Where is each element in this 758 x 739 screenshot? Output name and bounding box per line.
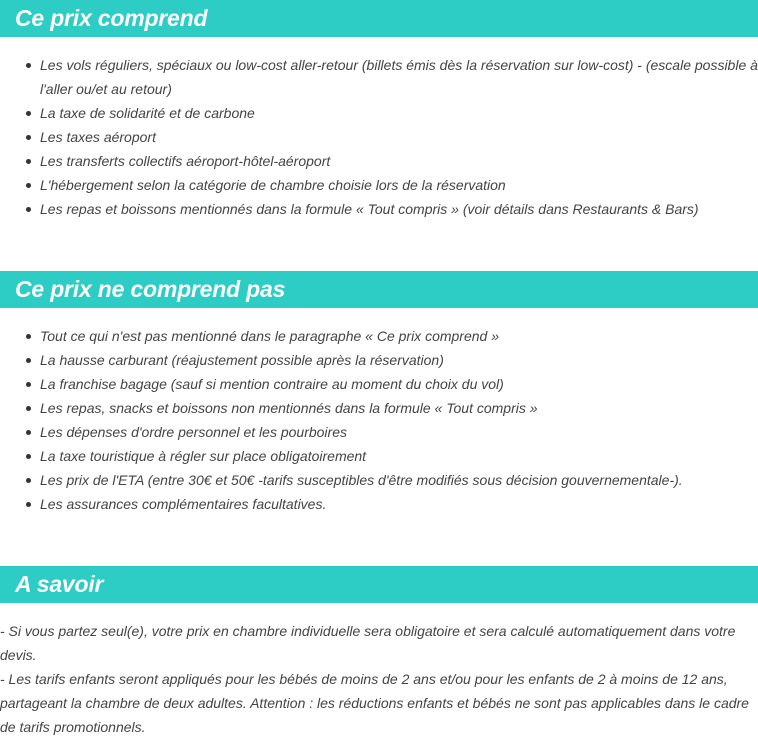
- list-item: Les taxes aéroport: [40, 125, 758, 149]
- list-item: Les dépenses d'ordre personnel et les pourboires: [40, 420, 758, 444]
- section-title-included: Ce prix comprend: [15, 5, 208, 31]
- list-item: Les transferts collectifs aéroport-hôtel-aéroport: [40, 149, 758, 173]
- list-item: L'hébergement selon la catégorie de chambre choisie lors de la réservation: [40, 173, 758, 197]
- list-item: La taxe touristique à régler sur place obligatoirement: [40, 444, 758, 468]
- list-item: Tout ce qui n'est pas mentionné dans le paragraphe « Ce prix comprend »: [40, 324, 758, 348]
- list-item: Les assurances complémentaires facultatives.: [40, 492, 758, 516]
- list-item: Les repas et boissons mentionnés dans la formule « Tout compris » (voir détails dans Restaurants & Bars): [40, 197, 758, 221]
- good-to-know-paragraph: - Si vous partez seul(e), votre prix en chambre individuelle sera obligatoire et sera calculé automatiquement dans votre devis.: [0, 623, 736, 663]
- good-to-know-paragraph: - Les tarifs enfants seront appliqués pour les bébés de moins de 2 ans et/ou pour les enfants de 2 à moins de 12 ans, partageant la chambre de deux adultes. Attention : les réductions enfants et bébés ne sont pas applicables dans le cadre de tarifs promotionnels.: [0, 671, 749, 735]
- section-header-good-to-know: [0, 566, 758, 603]
- included-list: [0, 53, 758, 221]
- list-item: La taxe de solidarité et de carbone: [40, 101, 758, 125]
- list-item: La hausse carburant (réajustement possible après la réservation): [40, 348, 758, 372]
- not-included-list: [0, 324, 758, 516]
- list-item: Les vols réguliers, spéciaux ou low-cost aller-retour (billets émis dès la réservation sur low-cost) - (escale possible à l'aller ou/et au retour): [40, 53, 758, 101]
- list-item: Les prix de l'ETA (entre 30€ et 50€ -tarifs susceptibles d'être modifiés sous décision gouvernementale-).: [40, 468, 758, 492]
- good-to-know-content: [0, 619, 758, 739]
- list-item: Les repas, snacks et boissons non mentionnés dans la formule « Tout compris »: [40, 396, 758, 420]
- section-header-not-included: [0, 271, 758, 308]
- section-title-good-to-know: A savoir: [15, 571, 104, 597]
- list-item: La franchise bagage (sauf si mention contraire au moment du choix du vol): [40, 372, 758, 396]
- section-header-included: [0, 0, 758, 37]
- section-title-not-included: Ce prix ne comprend pas: [15, 276, 286, 302]
